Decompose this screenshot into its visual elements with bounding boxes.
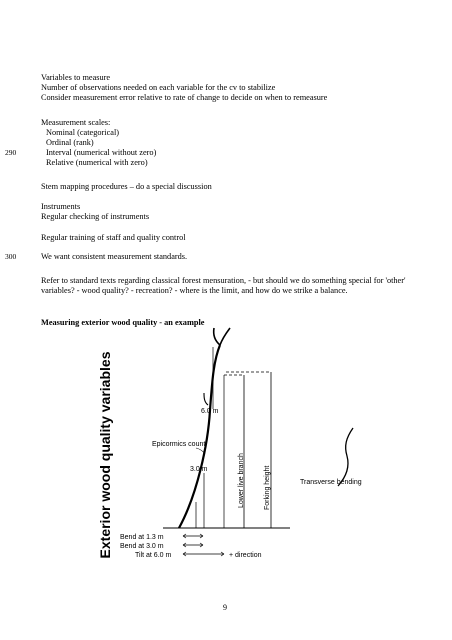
- label-epicormics: Epicormics count: [152, 441, 206, 448]
- label-tilt-6m: Tilt at 6.0 m: [135, 552, 172, 559]
- label-forking-height: Forking height: [264, 465, 271, 510]
- text-line: Stem mapping procedures – do a special discussion: [41, 182, 212, 191]
- line-number: 300: [5, 252, 17, 261]
- label-bend-3m: Bend at 3.0 m: [120, 543, 164, 550]
- text-line: Variables to measure: [41, 73, 111, 82]
- label-direction: + direction: [229, 552, 262, 559]
- page-number: 9: [223, 603, 227, 612]
- text-line: Relative (numerical with zero): [46, 158, 148, 167]
- text-line: Instruments: [41, 202, 81, 211]
- figure-vertical-title: Exterior wood quality variables: [97, 351, 113, 559]
- text-line: Consider measurement error relative to rate of change to decide on when to remeasure: [41, 93, 328, 102]
- label-transverse-bending: Transverse bending: [300, 479, 362, 486]
- text-line: Nominal (categorical): [46, 128, 120, 137]
- text-line: Regular training of staff and quality control: [41, 233, 186, 242]
- epicormic-sprout: [204, 393, 208, 405]
- label-bend-1-3m: Bend at 1.3 m: [120, 534, 164, 541]
- fork-branch-left: [214, 328, 220, 345]
- text-line: Number of observations needed on each variable for the cv to stabilize: [41, 83, 276, 92]
- text-line: Measurement scales:: [41, 118, 111, 127]
- fork-branch-right: [220, 328, 230, 345]
- text-line: Interval (numerical without zero): [46, 148, 157, 157]
- paragraph: Refer to standard texts regarding classical forest mensuration, - but should we do something special for 'other' variables? - wood quality? - recreation? - where is the limit, and how do we strike a balance.: [41, 276, 406, 295]
- label-6m: 6.0 m: [201, 408, 219, 415]
- text-line: Regular checking of instruments: [41, 212, 150, 221]
- transverse-bending-curve: [338, 428, 353, 486]
- text-line: We want consistent measurement standards.: [41, 252, 188, 261]
- label-3m: 3.0 m: [190, 466, 208, 473]
- text-line: Ordinal (rank): [46, 138, 94, 147]
- stem-shape: [179, 345, 220, 528]
- figure-heading: Measuring exterior wood quality - an example: [41, 318, 205, 327]
- line-number: 290: [5, 148, 17, 157]
- label-lower-live-branch: Lower live branch: [238, 453, 245, 508]
